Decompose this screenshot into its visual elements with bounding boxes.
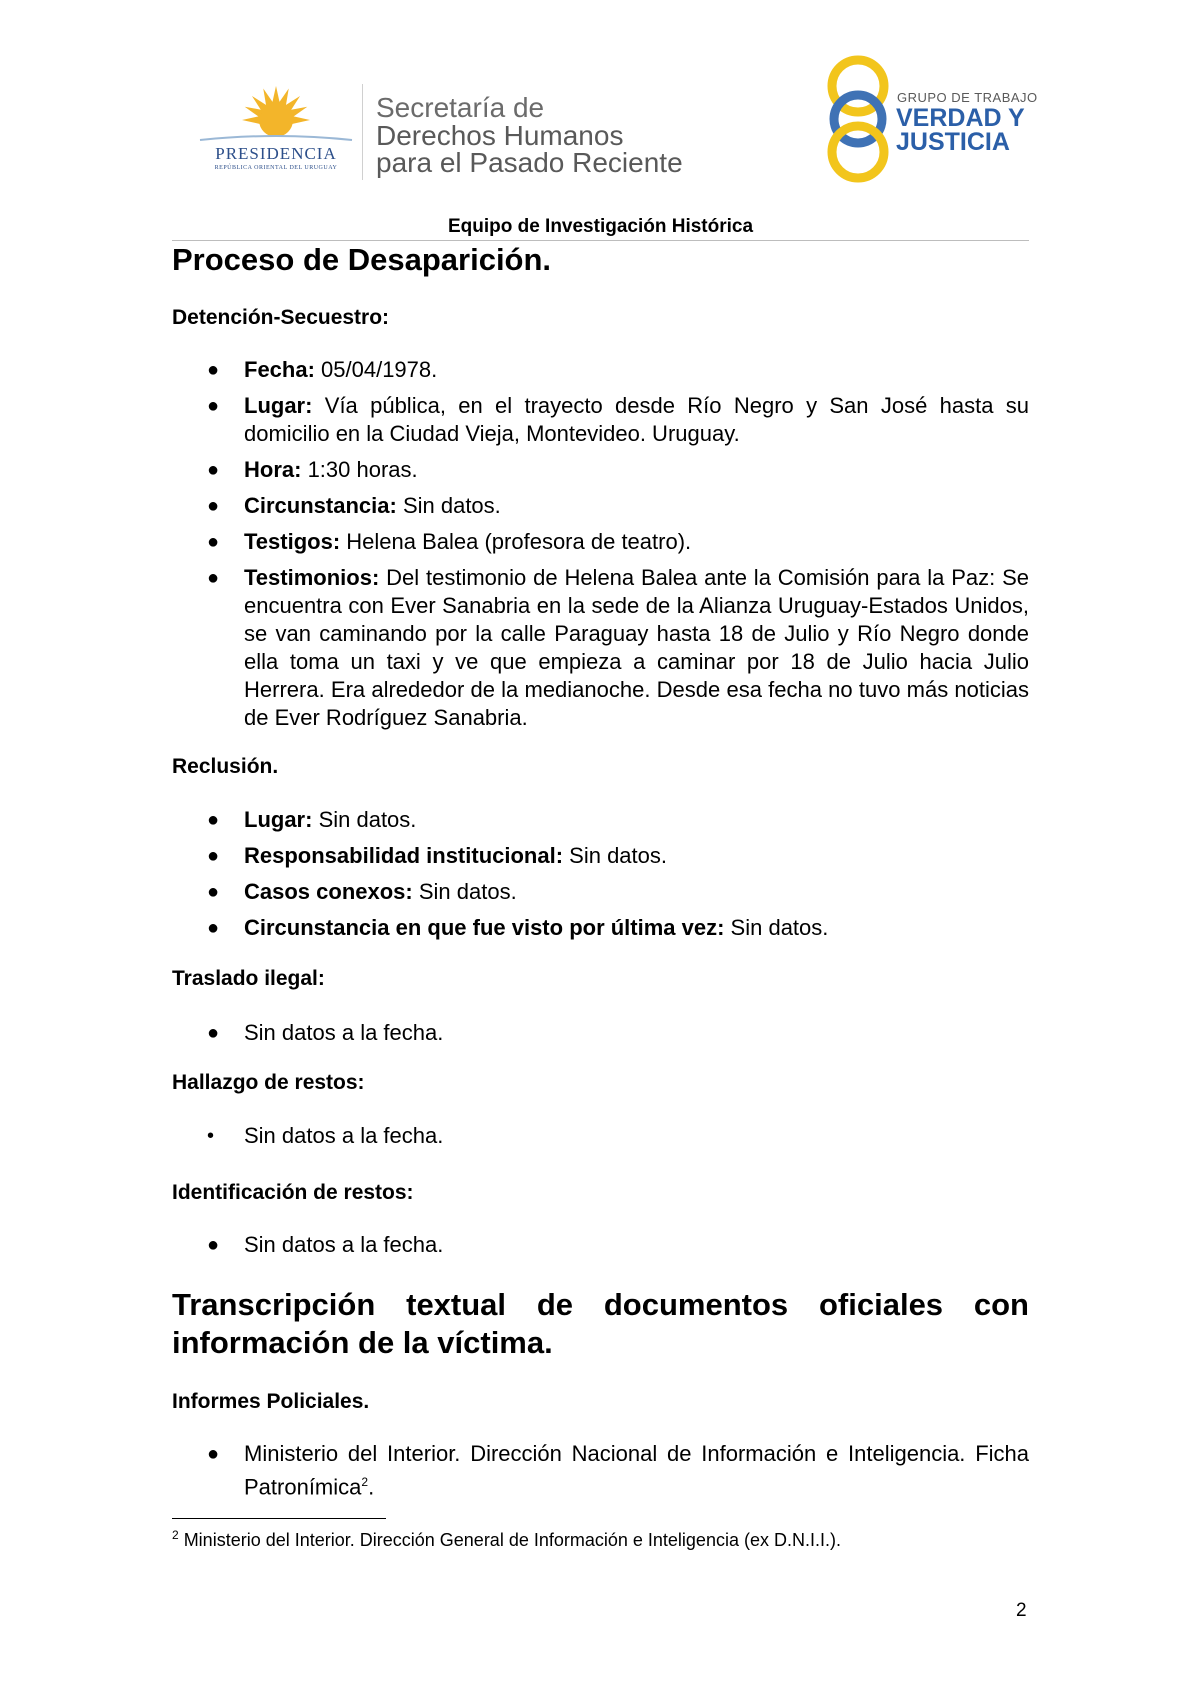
detencion-list	[172, 356, 1029, 740]
footnote-rule	[172, 1518, 386, 1519]
logo-divider	[362, 84, 363, 180]
list-item: ● Lugar: Sin datos.	[207, 807, 417, 832]
subheading-informes: Informes Policiales.	[172, 1390, 370, 1413]
list-item: ● Testigos: Helena Balea (profesora de teatro).	[207, 529, 692, 554]
subheading-traslado: Traslado ilegal:	[172, 967, 325, 990]
secretaria-line-3: para el Pasado Reciente	[376, 147, 683, 178]
reclusion-list	[172, 806, 1029, 950]
grupo-line-3: JUSTICIA	[896, 128, 1010, 156]
section-heading-proceso: Proceso de Desaparición.	[172, 242, 552, 277]
list-item: ● Sin datos a la fecha.	[207, 1020, 444, 1045]
linked-rings-icon	[818, 54, 898, 184]
heading-line-1: Transcripción textual de documentos oficiales con	[172, 1287, 1029, 1322]
list-item: ● Responsabilidad institucional: Sin datos.	[207, 843, 667, 868]
list-item: ● Hora: 1:30 horas.	[207, 457, 418, 482]
subheading-identificacion: Identificación de restos:	[172, 1181, 414, 1204]
list-item: ● Testimonios: Del testimonio de Helena Balea ante la Comisión para la Paz: Se encuentra con Ever Sanabria en la sede de la Alianza Uruguay-Estados Unidos, se van caminando por la calle Paraguay hasta 18 de Julio y Río Negro donde ella toma un taxi y ve que empieza a caminar por 18 de Julio hacia Julio Herrera. Era alrededor de la medianoche. Desde esa fecha no tuvo más noticias de Ever Rodríguez Sanabria.	[207, 565, 1029, 730]
page-number: 2	[1016, 1600, 1027, 1621]
informes-list	[172, 1440, 1029, 1509]
list-item: ● Circunstancia: Sin datos.	[207, 493, 501, 518]
list-item: • Sin datos a la fecha.	[207, 1123, 444, 1148]
presidencia-label: PRESIDENCIA	[215, 144, 337, 163]
footnote-ref[interactable]: 2	[361, 1475, 369, 1489]
secretaria-line-2: Derechos Humanos	[376, 120, 624, 151]
team-header: Equipo de Investigación Histórica	[447, 216, 754, 237]
footnote: $^2$ Ministerio del Interior. Dirección General de Información e Inteligencia (ex D.N.I.I.).	[172, 1528, 841, 1550]
heading-line-2: información de la víctima.	[172, 1325, 553, 1360]
list-item: ● Circunstancia en que fue visto por última vez: Sin datos.	[207, 915, 829, 940]
subheading-reclusion: Reclusión.	[172, 755, 279, 778]
list-item: ● Fecha: 05/04/1978.	[207, 357, 438, 382]
subheading-detencion: Detención-Secuestro:	[172, 306, 390, 329]
presidencia-sublabel: REPÚBLICA ORIENTAL DEL URUGUAY	[214, 165, 338, 171]
list-item: ● Casos conexos: Sin datos.	[207, 879, 517, 904]
traslado-list	[172, 1019, 1029, 1055]
section-heading-transcripcion	[172, 1286, 1029, 1362]
verdad-justicia-logo	[818, 54, 898, 184]
secretaria-line-1: Secretaría de	[376, 92, 545, 123]
hallazgo-list	[172, 1122, 1029, 1158]
grupo-line-2: VERDAD Y	[896, 104, 1025, 132]
list-item: ● Ministerio del Interior. Dirección Nacional de Información e Inteligencia. Ficha Patronímica$^2$.	[207, 1441, 1029, 1500]
subheading-hallazgo: Hallazgo de restos:	[172, 1071, 365, 1094]
grupo-line-1: GRUPO DE TRABAJO	[897, 90, 1038, 105]
list-item: ● Sin datos a la fecha.	[207, 1232, 444, 1257]
list-item: ● Lugar: Vía pública, en el trayecto desde Río Negro y San José hasta su domicilio en la Ciudad Vieja, Montevideo. Uruguay.	[207, 393, 1029, 446]
identificacion-list	[172, 1231, 1029, 1267]
